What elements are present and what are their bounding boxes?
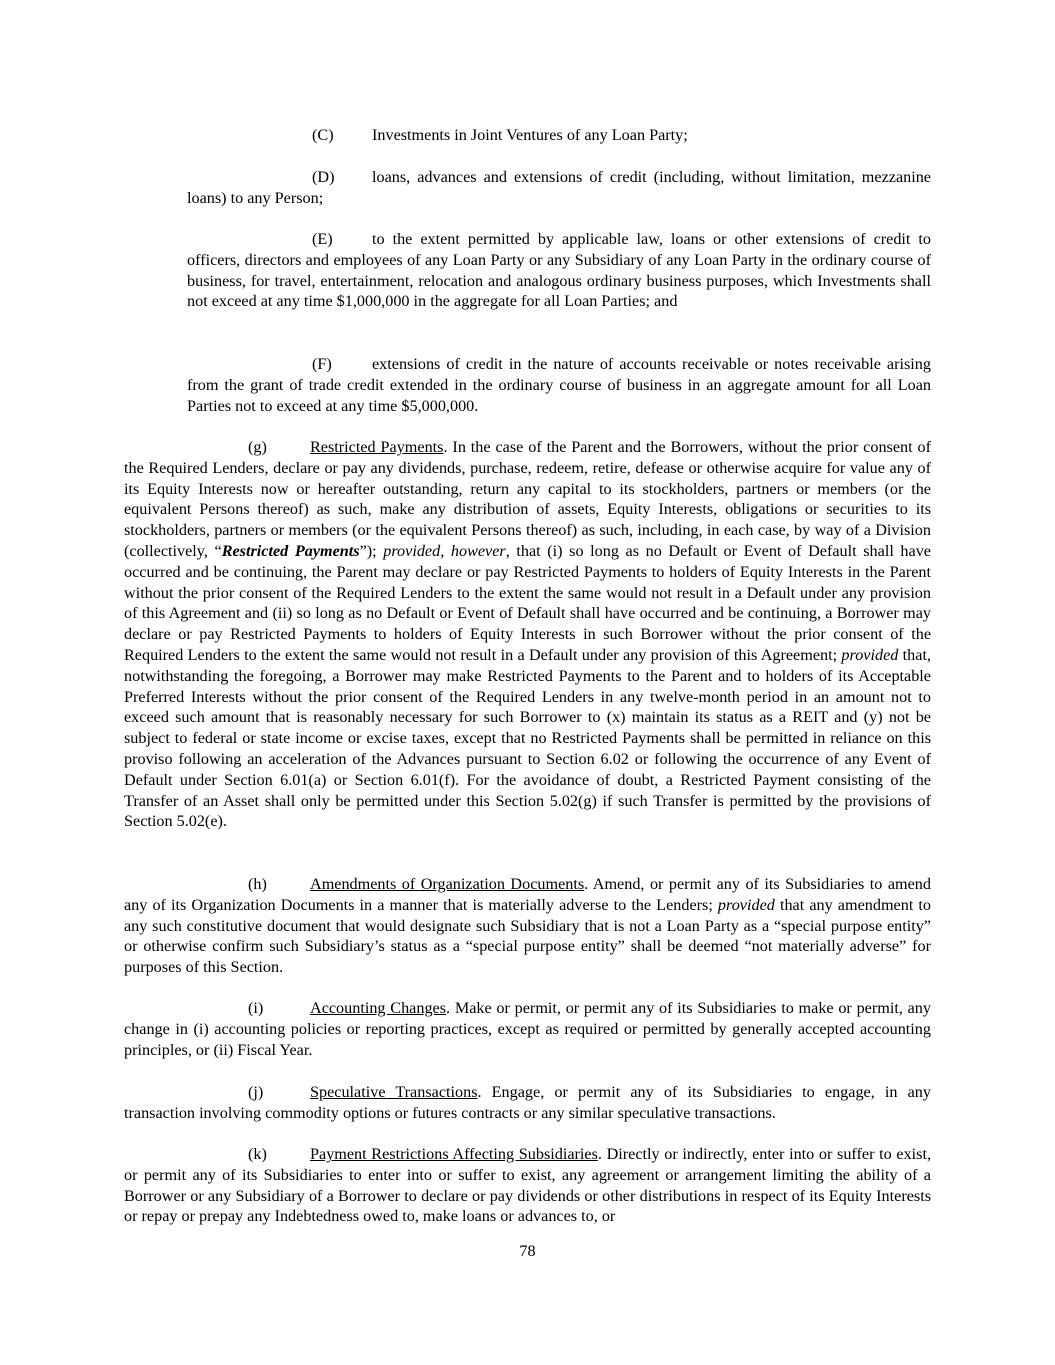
section-j-speculative-transactions [124,1082,931,1124]
section-text: . Directly or indirectly, enter into or suffer to exist, or permit any of its Subsidiaries to enter into or suffer to exist, any agreement or arrangement limiting the ability of a Borrower or any Subsidiary of a Borrower to declare or pay dividends or other distributions in respect of its Equity Interests or repay or prepay any Indebtedness owed to, make loans or advances to, or [124,1145,931,1226]
section-label: (j) [248,1083,264,1101]
page-number: 78 [519,1242,536,1260]
section-text: ”); [359,541,384,560]
clause-f [187,354,931,416]
section-heading: Amendments of Organization Documents [310,875,585,893]
section-text: , that (i) so long as no Default or Event of Default shall have occurred and be continuing, the Parent may declare or pay Restricted Payments to holders of Equity Interests in the Parent without the prior consent of the Required Lenders to the extent the same would not result in a Default under any provision of this Agreement and (ii) so long as no Default or Event of Default shall have occurred and be continuing, a Borrower may declare or pay Restricted Payments to holders of Equity Interests in such Borrower without the prior consent of the Required Lenders to the extent the same would not result in a Default under any provision of this Agreement; [124,541,931,664]
section-heading: Restricted Payments [310,438,444,456]
clause-text: to the extent permitted by applicable law, loans or other extensions of credit to officers, directors and employees of any Loan Party or any Subsidiary of any Loan Party in the ordinary course of business, for travel, entertainment, relocation and analogous ordinary business purposes, which Investments shall not exceed at any time $1,000,000 in the aggregate for all Loan Parties; and [187,230,931,311]
provided-term: provided [841,645,899,664]
section-text: . In the case of the Parent and the Borrowers, without the prior consent of the Required Lenders, declare or pay any dividends, purchase, redeem, retire, defease or otherwise acquire for value any of its Equity Interests now or hereafter outstanding, return any capital to its stockholders, partners or members (or the equivalent Persons thereof) as such, make any distribution of assets, Equity Interests, obligations or securities to its stockholders, partners or members (or the equivalent Persons thereof) as such, including, in each case, by way of a Division (collectively, “ [124,438,931,560]
section-label: (k) [248,1145,267,1163]
section-text: , [440,541,451,560]
section-g-restricted-payments [124,437,931,832]
clause-label: (C) [312,126,334,144]
clause-label: (D) [312,168,335,186]
provided-term: provided [383,541,441,560]
provided-term: provided [717,895,775,914]
clause-text: Investments in Joint Ventures of any Loan Party; [372,126,688,144]
section-label: (h) [248,875,267,893]
clause-e [187,229,931,312]
section-k-payment-restrictions [124,1144,931,1227]
section-text: . Engage, or permit any of its Subsidiaries to engage, in any transaction involving commodity options or futures contracts or any similar speculative transactions. [124,1083,931,1122]
section-label: (i) [248,999,264,1017]
clause-d [187,167,931,209]
section-text: . Amend, or permit any of its Subsidiaries to amend any of its Organization Documents in a manner that is materially adverse to the Lenders; [124,875,931,914]
clause-c [187,125,931,146]
clause-text: loans, advances and extensions of credit (including, without limitation, mezzanine loans) to any Person; [187,168,931,207]
section-label: (g) [248,438,267,456]
defined-term: Restricted Payments [221,541,360,560]
section-text: that, notwithstanding the foregoing, a Borrower may make Restricted Payments to the Parent and to holders of its Acceptable Preferred Interests without the prior consent of the Required Lenders in any twelve-month period in an amount not to exceed such amount that is reasonably necessary for such Borrower to (x) maintain its status as a REIT and (y) not be subject to federal or state income or excise taxes, except that no Restricted Payments shall be permitted in reliance on this proviso following an acceleration of the Advances pursuant to Section 6.02 or following the occurrence of any Event of Default under Section 6.01(a) or Section 6.01(f). For the avoidance of doubt, a Restricted Payment consisting of the Transfer of an Asset shall only be permitted under this Section 5.02(g) if such Transfer is permitted by the provisions of Section 5.02(e). [124,645,931,831]
section-text: . Make or permit, or permit any of its Subsidiaries to make or permit, any change in (i) accounting policies or reporting practices, except as required or permitted by generally accepted accounting principles, or (ii) Fiscal Year. [124,999,931,1059]
section-h-amendments [124,874,931,978]
section-i-accounting-changes [124,998,931,1060]
however-term: however [450,541,506,560]
clause-label: (F) [312,355,332,373]
section-heading: Payment Restrictions Affecting Subsidiaries [310,1145,598,1163]
section-heading: Accounting Changes [310,999,447,1017]
clause-text: extensions of credit in the nature of accounts receivable or notes receivable arising from the grant of trade credit extended in the ordinary course of business in an aggregate amount for all Loan Parties not to exceed at any time $5,000,000. [187,355,931,415]
clause-label: (E) [312,230,333,248]
section-text: that any amendment to any such constitutive document that would designate such Subsidiary that is not a Loan Party as a “special purpose entity” or otherwise confirm such Subsidiary’s status as a “special purpose entity” shall be deemed “not materially adverse” for purposes of this Section. [124,895,931,977]
section-heading: Speculative Transactions [310,1083,478,1101]
